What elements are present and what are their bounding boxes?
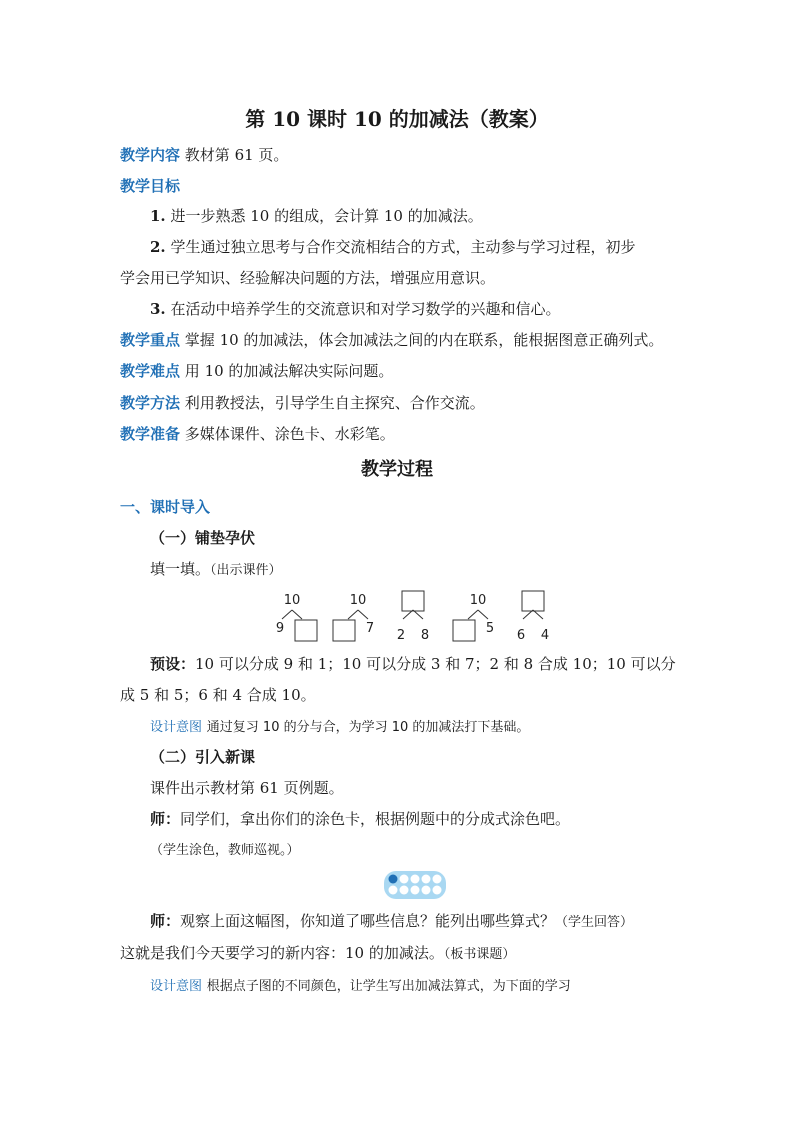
content-label: 教学内容 xyxy=(120,146,181,164)
key-text: 掌握 10 的加减法，体会加减法之间的内在联系，能根据图意正确列式。 xyxy=(184,331,664,349)
decomposition-diagram xyxy=(333,593,374,641)
goal-2-text-a: 学生通过独立思考与合作交流相结合的方式，主动参与学习过程，初步 xyxy=(170,238,636,256)
key-row xyxy=(120,330,663,350)
top-number: 10 xyxy=(283,593,301,608)
empty-dot xyxy=(400,875,409,884)
empty-dot xyxy=(422,886,431,895)
today-text: 这就是我们今天要学习的新内容：10 的加减法。 xyxy=(120,944,444,962)
decomposition-diagram xyxy=(453,593,494,641)
difficulty-text: 用 10 的加减法解决实际问题。 xyxy=(184,362,394,380)
preset-text-a: 10 可以分成 9 和 1；10 可以分成 3 和 7；2 和 8 合成 10；10 可以分 xyxy=(195,655,676,673)
top-number: 10 xyxy=(469,593,487,608)
left-number: 2 xyxy=(396,628,406,643)
prep-label: 教学准备 xyxy=(120,425,181,443)
content-row xyxy=(120,145,288,165)
empty-dot xyxy=(422,875,431,884)
page-title: 第 10 课时 10 的加减法（教案） xyxy=(245,107,549,131)
goal-2-text-b: 学会用已学知识、经验解决问题的方法，增强应用意识。 xyxy=(120,269,496,287)
today-line xyxy=(120,943,515,965)
ten-frame-dot-card xyxy=(383,870,447,900)
decomposition-diagram xyxy=(517,591,549,643)
branch-line xyxy=(468,610,478,619)
right-number: 4 xyxy=(540,628,550,643)
goal-2-number: 2. xyxy=(150,238,166,256)
decomposition-diagram xyxy=(397,591,429,643)
goal-3-text: 在活动中培养学生的交流意识和对学习数学的兴趣和信心。 xyxy=(170,300,561,318)
right-number: 7 xyxy=(365,621,375,636)
decomposition-diagram xyxy=(276,593,317,641)
branch-line xyxy=(358,610,368,619)
design-intent-2-label: 设计意图 xyxy=(150,979,203,994)
key-label: 教学重点 xyxy=(120,331,181,349)
teacher-line-2 xyxy=(150,911,633,933)
blank-box xyxy=(333,620,355,641)
design-intent-1-text: 通过复习 10 的分与合，为学习 10 的加减法打下基础。 xyxy=(206,720,530,735)
student-note: （学生涂色，教师巡视。） xyxy=(150,843,300,858)
preset-text-b: 成 5 和 5；6 和 4 合成 10。 xyxy=(120,686,316,704)
design-intent-2 xyxy=(150,975,571,997)
teacher-1-text: 同学们，拿出你们的涂色卡，根据例题中的分成式涂色吧。 xyxy=(180,810,571,828)
teacher-2-label: 师： xyxy=(150,912,181,930)
today-note: （板书课题） xyxy=(443,947,516,962)
method-row xyxy=(120,393,485,413)
blank-box xyxy=(402,591,424,611)
top-number: 10 xyxy=(349,593,367,608)
empty-dot xyxy=(433,886,442,895)
empty-dot xyxy=(433,875,442,884)
difficulty-label: 教学难点 xyxy=(120,362,181,380)
filled-dot xyxy=(389,875,398,884)
goal-1-text: 进一步熟悉 10 的组成，会计算 10 的加减法。 xyxy=(170,207,483,225)
subsection-2-heading: （二）引入新课 xyxy=(150,748,256,766)
branch-line xyxy=(478,610,488,619)
subsection-1-heading: （一）铺垫孕伏 xyxy=(150,529,256,547)
fill-text: 填一填。 xyxy=(150,560,211,578)
method-text: 利用教授法，引导学生自主探究、合作交流。 xyxy=(184,394,485,412)
empty-dot xyxy=(389,886,398,895)
empty-dot xyxy=(400,886,409,895)
branch-line xyxy=(282,610,292,619)
teacher-2-text: 观察上面这幅图，你知道了哪些信息？能列出哪些算式？ xyxy=(180,912,556,930)
content-text: 教材第 61 页。 xyxy=(184,146,289,164)
prep-text: 多媒体课件、涂色卡、水彩笔。 xyxy=(184,425,395,443)
right-number: 8 xyxy=(420,628,430,643)
branch-line xyxy=(292,610,302,619)
section-1-heading: 一、课时导入 xyxy=(120,498,211,516)
preset-row-a xyxy=(150,654,676,674)
goal-2 xyxy=(150,237,635,257)
fill-row xyxy=(150,559,282,581)
decomposition-diagrams xyxy=(270,585,560,645)
difficulty-row xyxy=(120,361,393,381)
left-number: 6 xyxy=(516,628,526,643)
empty-dot xyxy=(411,875,420,884)
prep-row xyxy=(120,424,395,444)
empty-dot xyxy=(411,886,420,895)
teacher-1-label: 师： xyxy=(150,810,181,828)
goal-3-number: 3. xyxy=(150,300,166,318)
teacher-2-note: （学生回答） xyxy=(555,915,634,930)
teacher-line-1 xyxy=(150,809,570,829)
preset-label: 预设： xyxy=(150,655,196,673)
left-number: 9 xyxy=(275,621,285,636)
goal-3 xyxy=(150,299,560,319)
courseware-text: 课件出示教材第 61 页例题。 xyxy=(150,779,344,797)
fill-note: （出示课件） xyxy=(210,563,282,578)
blank-box xyxy=(453,620,475,641)
blank-box xyxy=(295,620,317,641)
branch-line xyxy=(348,610,358,619)
right-number: 5 xyxy=(485,621,495,636)
goals-label: 教学目标 xyxy=(120,177,181,195)
goal-1 xyxy=(150,206,483,226)
design-intent-2-text: 根据点子图的不同颜色，让学生写出加减法算式，为下面的学习 xyxy=(206,979,571,994)
design-intent-1-label: 设计意图 xyxy=(150,720,203,735)
design-intent-1 xyxy=(150,716,529,738)
goal-1-number: 1. xyxy=(150,207,166,225)
method-label: 教学方法 xyxy=(120,394,181,412)
blank-box xyxy=(522,591,544,611)
process-title: 教学过程 xyxy=(361,459,433,480)
